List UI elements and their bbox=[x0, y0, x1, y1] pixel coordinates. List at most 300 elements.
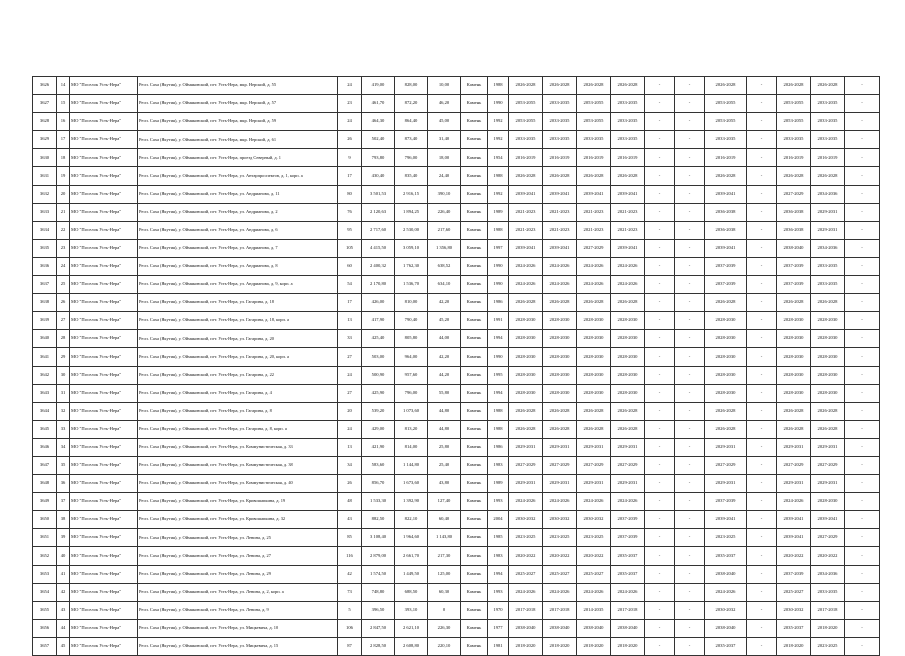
cell-build-year: 1989 bbox=[488, 203, 509, 221]
cell-repair-period-2: 2028-2030 bbox=[543, 330, 577, 348]
cell-repair-period-3: 2024-2026 bbox=[577, 583, 611, 601]
cell-repair-period-4: 2024-2026 bbox=[611, 493, 645, 511]
cell-organization: МО "Поселок Усть-Нера" bbox=[70, 438, 138, 456]
cell-living-area: 805,80 bbox=[395, 330, 428, 348]
cell-repair-period-8: - bbox=[747, 565, 777, 583]
cell-organization: МО "Поселок Усть-Нера" bbox=[70, 529, 138, 547]
cell-repair-period-8: - bbox=[747, 366, 777, 384]
cell-repair-period-6: - bbox=[675, 384, 705, 402]
cell-repair-period-3: 2023-2025 bbox=[577, 529, 611, 547]
cell-repair-period-7: 2037-2039 bbox=[705, 257, 747, 275]
cell-repair-period-8: - bbox=[747, 402, 777, 420]
cell-repair-period-3: 2026-2028 bbox=[577, 420, 611, 438]
cell-repair-period-7: 2016-2019 bbox=[705, 149, 747, 167]
cell-remark: - bbox=[845, 493, 880, 511]
cell-repair-period-3: 2028-2030 bbox=[577, 384, 611, 402]
cell-repair-period-10: 2016-2019 bbox=[811, 149, 845, 167]
cell-record-number: 3626 bbox=[33, 77, 57, 95]
cell-repair-period-4: 2039-2041 bbox=[611, 185, 645, 203]
cell-address: Респ. Саха (Якутия), у. Оймяконский, пгт. Усть-Нера, мкр. Нерский, д. 57 bbox=[138, 95, 338, 113]
cell-address: Респ. Саха (Якутия), у. Оймяконский, пгт. Усть-Нера, ул. Мицкевича, д. 15 bbox=[138, 637, 338, 655]
cell-living-area: 2 530,00 bbox=[395, 221, 428, 239]
cell-repair-period-3: 2014-2035 bbox=[577, 601, 611, 619]
cell-repair-period-10: 2033-2035 bbox=[811, 276, 845, 294]
cell-record-number: 3634 bbox=[33, 221, 57, 239]
cell-repair-period-1: 2026-2028 bbox=[509, 77, 543, 95]
cell-repair-period-2: 2024-2026 bbox=[543, 493, 577, 511]
cell-build-year: 1977 bbox=[488, 619, 509, 637]
cell-repair-period-2: 2033-2035 bbox=[543, 113, 577, 131]
cell-repair-period-5: - bbox=[645, 601, 675, 619]
cell-living-area: 1 762,30 bbox=[395, 257, 428, 275]
cell-remark: - bbox=[845, 348, 880, 366]
cell-remark: - bbox=[845, 257, 880, 275]
cell-repair-period-7: 2026-2028 bbox=[705, 402, 747, 420]
cell-total-area: 419,00 bbox=[362, 77, 395, 95]
cell-repair-period-6: - bbox=[675, 276, 705, 294]
cell-repair-period-6: - bbox=[675, 565, 705, 583]
cell-repair-period-4: 2033-2035 bbox=[611, 131, 645, 149]
cell-nonresidential-area: 25,80 bbox=[428, 438, 461, 456]
cell-repair-period-4: 2033-2035 bbox=[611, 95, 645, 113]
cell-repair-period-2: 2021-2023 bbox=[543, 221, 577, 239]
cell-repair-period-10: 2026-2028 bbox=[811, 167, 845, 185]
cell-record-number: 3635 bbox=[33, 239, 57, 257]
cell-repair-period-1: 2029-2031 bbox=[509, 438, 543, 456]
cell-repair-period-10: 2033-2035 bbox=[811, 131, 845, 149]
cell-total-area: 464,30 bbox=[362, 113, 395, 131]
cell-repair-period-7: 2026-2028 bbox=[705, 167, 747, 185]
cell-build-year: 1994 bbox=[488, 565, 509, 583]
cell-address: Респ. Саха (Якутия), у. Оймяконский, пгт. Усть-Нера, ул. Гагарина, д. 4 bbox=[138, 384, 338, 402]
cell-row-index: 14 bbox=[57, 77, 70, 95]
cell-repair-period-3: 2021-2023 bbox=[577, 221, 611, 239]
cell-repair-period-3: 2021-2023 bbox=[577, 203, 611, 221]
cell-repair-period-7: 2039-2041 bbox=[705, 239, 747, 257]
cell-repair-period-9: 2026-2028 bbox=[777, 167, 811, 185]
cell-nonresidential-area: 42,20 bbox=[428, 294, 461, 312]
cell-repair-period-3: 2027-2029 bbox=[577, 239, 611, 257]
cell-repair-period-4: 2026-2028 bbox=[611, 294, 645, 312]
cell-remark: - bbox=[845, 149, 880, 167]
cell-repair-period-2: 2039-2041 bbox=[543, 239, 577, 257]
cell-remark: - bbox=[845, 95, 880, 113]
cell-residents-count: 106 bbox=[338, 619, 362, 637]
cell-wall-material: Камень bbox=[461, 511, 488, 529]
cell-address: Респ. Саха (Якутия), у. Оймяконский, пгт. Усть-Нера, мкр. Нерский, д. 59 bbox=[138, 113, 338, 131]
cell-total-area: 1 574,50 bbox=[362, 565, 395, 583]
cell-repair-period-7: 2026-2028 bbox=[705, 77, 747, 95]
cell-organization: МО "Поселок Усть-Нера" bbox=[70, 420, 138, 438]
cell-repair-period-3: 2033-2035 bbox=[577, 131, 611, 149]
cell-address: Респ. Саха (Якутия), у. Оймяконский, пгт. Усть-Нера, ул. Коммунистическая, д. 38 bbox=[138, 456, 338, 474]
cell-record-number: 3638 bbox=[33, 294, 57, 312]
cell-repair-period-4: 2017-2018 bbox=[611, 601, 645, 619]
cell-repair-period-1: 2024-2026 bbox=[509, 493, 543, 511]
cell-repair-period-5: - bbox=[645, 547, 675, 565]
cell-repair-period-10: 2033-2035 bbox=[811, 583, 845, 601]
cell-organization: МО "Поселок Усть-Нера" bbox=[70, 77, 138, 95]
cell-repair-period-10: 2029-2031 bbox=[811, 203, 845, 221]
cell-remark: - bbox=[845, 583, 880, 601]
cell-repair-period-5: - bbox=[645, 167, 675, 185]
cell-repair-period-6: - bbox=[675, 312, 705, 330]
cell-residents-count: 95 bbox=[338, 221, 362, 239]
cell-repair-period-8: - bbox=[747, 276, 777, 294]
cell-repair-period-6: - bbox=[675, 239, 705, 257]
cell-total-area: 429,00 bbox=[362, 420, 395, 438]
cell-repair-period-5: - bbox=[645, 239, 675, 257]
cell-organization: МО "Поселок Усть-Нера" bbox=[70, 384, 138, 402]
cell-repair-period-9: 2039-2041 bbox=[777, 511, 811, 529]
cell-repair-period-9: 2018-2020 bbox=[777, 637, 811, 655]
cell-repair-period-5: - bbox=[645, 384, 675, 402]
cell-living-area: 2 621,10 bbox=[395, 619, 428, 637]
cell-repair-period-9: 2037-2039 bbox=[777, 565, 811, 583]
cell-total-area: 426,00 bbox=[362, 294, 395, 312]
cell-remark: - bbox=[845, 131, 880, 149]
cell-row-index: 42 bbox=[57, 583, 70, 601]
cell-repair-period-8: - bbox=[747, 185, 777, 203]
cell-repair-period-6: - bbox=[675, 438, 705, 456]
cell-wall-material: Камень bbox=[461, 366, 488, 384]
cell-repair-period-3: 2028-2030 bbox=[577, 348, 611, 366]
cell-residents-count: 26 bbox=[338, 131, 362, 149]
cell-wall-material: Камень bbox=[461, 221, 488, 239]
cell-record-number: 3636 bbox=[33, 257, 57, 275]
cell-total-area: 396,50 bbox=[362, 601, 395, 619]
cell-total-area: 583,60 bbox=[362, 456, 395, 474]
cell-organization: МО "Поселок Усть-Нера" bbox=[70, 203, 138, 221]
cell-organization: МО "Поселок Усть-Нера" bbox=[70, 257, 138, 275]
cell-repair-period-1: 2038-2040 bbox=[509, 619, 543, 637]
cell-repair-period-2: 2033-2035 bbox=[543, 131, 577, 149]
cell-nonresidential-area: 125,00 bbox=[428, 565, 461, 583]
cell-wall-material: Камень bbox=[461, 456, 488, 474]
cell-organization: МО "Поселок Усть-Нера" bbox=[70, 330, 138, 348]
cell-nonresidential-area: 25,40 bbox=[428, 456, 461, 474]
cell-organization: МО "Поселок Усть-Нера" bbox=[70, 221, 138, 239]
cell-build-year: 1989 bbox=[488, 475, 509, 493]
cell-residents-count: 76 bbox=[338, 203, 362, 221]
cell-nonresidential-area: 24,40 bbox=[428, 167, 461, 185]
cell-living-area: 1 073,60 bbox=[395, 402, 428, 420]
cell-repair-period-4: 2028-2030 bbox=[611, 330, 645, 348]
cell-repair-period-7: 2053-2055 bbox=[705, 95, 747, 113]
cell-repair-period-2: 2028-2030 bbox=[543, 384, 577, 402]
cell-residents-count: 43 bbox=[338, 511, 362, 529]
cell-row-index: 21 bbox=[57, 203, 70, 221]
cell-build-year: 1988 bbox=[488, 420, 509, 438]
cell-total-area: 2 879,00 bbox=[362, 547, 395, 565]
cell-total-area: 2 170,80 bbox=[362, 276, 395, 294]
cell-repair-period-9: 2026-2028 bbox=[777, 420, 811, 438]
cell-repair-period-8: - bbox=[747, 475, 777, 493]
cell-nonresidential-area: 226,40 bbox=[428, 203, 461, 221]
cell-repair-period-6: - bbox=[675, 113, 705, 131]
cell-repair-period-5: - bbox=[645, 529, 675, 547]
cell-total-area: 539,20 bbox=[362, 402, 395, 420]
table-row bbox=[33, 583, 880, 601]
cell-repair-period-4: 2029-2031 bbox=[611, 475, 645, 493]
cell-repair-period-8: - bbox=[747, 257, 777, 275]
cell-row-index: 28 bbox=[57, 330, 70, 348]
cell-repair-period-6: - bbox=[675, 529, 705, 547]
cell-total-area: 882,50 bbox=[362, 511, 395, 529]
cell-address: Респ. Саха (Якутия), у. Оймяконский, пгт. Усть-Нера, ул. Андрианова, д. 7 bbox=[138, 239, 338, 257]
cell-nonresidential-area: 1 143,80 bbox=[428, 529, 461, 547]
cell-repair-period-2: 2017-2018 bbox=[543, 601, 577, 619]
cell-wall-material: Камень bbox=[461, 95, 488, 113]
cell-wall-material: Камень bbox=[461, 167, 488, 185]
cell-nonresidential-area: 31,40 bbox=[428, 131, 461, 149]
cell-repair-period-1: 2029-2031 bbox=[509, 475, 543, 493]
cell-record-number: 3648 bbox=[33, 475, 57, 493]
cell-repair-period-7: 2029-2031 bbox=[705, 438, 747, 456]
cell-repair-period-2: 2029-2031 bbox=[543, 475, 577, 493]
cell-address: Респ. Саха (Якутия), у. Оймяконский, пгт. Усть-Нера, ул. Ленина, д. 25 bbox=[138, 529, 338, 547]
cell-repair-period-6: - bbox=[675, 257, 705, 275]
cell-repair-period-10: 2020-2022 bbox=[811, 547, 845, 565]
cell-record-number: 3637 bbox=[33, 276, 57, 294]
cell-repair-period-3: 2024-2026 bbox=[577, 276, 611, 294]
cell-residents-count: 26 bbox=[338, 475, 362, 493]
cell-record-number: 3649 bbox=[33, 493, 57, 511]
cell-repair-period-7: 2028-2030 bbox=[705, 366, 747, 384]
cell-repair-period-6: - bbox=[675, 637, 705, 655]
cell-repair-period-9: 2053-2055 bbox=[777, 113, 811, 131]
cell-wall-material: Камень bbox=[461, 420, 488, 438]
cell-repair-period-9: 2028-2030 bbox=[777, 366, 811, 384]
cell-build-year: 1986 bbox=[488, 438, 509, 456]
cell-build-year: 1995 bbox=[488, 366, 509, 384]
cell-residents-count: 24 bbox=[338, 77, 362, 95]
cell-living-area: 1 894,25 bbox=[395, 203, 428, 221]
cell-row-index: 40 bbox=[57, 547, 70, 565]
cell-repair-period-2: 2039-2041 bbox=[543, 185, 577, 203]
cell-repair-period-10: 2026-2028 bbox=[811, 294, 845, 312]
cell-total-area: 2 828,50 bbox=[362, 637, 395, 655]
cell-build-year: 1994 bbox=[488, 330, 509, 348]
cell-wall-material: Камень bbox=[461, 601, 488, 619]
cell-build-year: 1983 bbox=[488, 547, 509, 565]
cell-repair-period-2: 2028-2030 bbox=[543, 348, 577, 366]
cell-record-number: 3647 bbox=[33, 456, 57, 474]
cell-wall-material: Камень bbox=[461, 312, 488, 330]
cell-repair-period-10: 2028-2030 bbox=[811, 366, 845, 384]
cell-remark: - bbox=[845, 203, 880, 221]
cell-nonresidential-area: 42,20 bbox=[428, 348, 461, 366]
cell-record-number: 3645 bbox=[33, 420, 57, 438]
cell-remark: - bbox=[845, 276, 880, 294]
cell-repair-period-5: - bbox=[645, 402, 675, 420]
table-row bbox=[33, 312, 880, 330]
cell-row-index: 36 bbox=[57, 475, 70, 493]
cell-row-index: 19 bbox=[57, 167, 70, 185]
cell-repair-period-8: - bbox=[747, 312, 777, 330]
cell-organization: МО "Поселок Усть-Нера" bbox=[70, 149, 138, 167]
cell-repair-period-10: 2026-2028 bbox=[811, 402, 845, 420]
table-row bbox=[33, 565, 880, 583]
cell-repair-period-9: 2028-2030 bbox=[777, 312, 811, 330]
cell-residents-count: 33 bbox=[338, 330, 362, 348]
cell-residents-count: 13 bbox=[338, 438, 362, 456]
table-row bbox=[33, 276, 880, 294]
cell-repair-period-8: - bbox=[747, 529, 777, 547]
cell-residents-count: 73 bbox=[338, 583, 362, 601]
cell-repair-period-9: 2035-2037 bbox=[777, 619, 811, 637]
cell-repair-period-5: - bbox=[645, 149, 675, 167]
cell-repair-period-4: 2037-2039 bbox=[611, 529, 645, 547]
cell-living-area: 1 144,80 bbox=[395, 456, 428, 474]
cell-living-area: 1 964,60 bbox=[395, 529, 428, 547]
cell-address: Респ. Саха (Якутия), у. Оймяконский, пгт. Усть-Нера, проезд Северный, д. 1 bbox=[138, 149, 338, 167]
cell-repair-period-9: 2028-2030 bbox=[777, 384, 811, 402]
cell-repair-period-9: 2037-2039 bbox=[777, 257, 811, 275]
cell-organization: МО "Поселок Усть-Нера" bbox=[70, 131, 138, 149]
cell-remark: - bbox=[845, 366, 880, 384]
cell-repair-period-10: 2018-2020 bbox=[811, 619, 845, 637]
cell-repair-period-3: 2020-2022 bbox=[577, 547, 611, 565]
table-row bbox=[33, 402, 880, 420]
table-row bbox=[33, 239, 880, 257]
cell-nonresidential-area: 44,80 bbox=[428, 420, 461, 438]
cell-repair-period-3: 2053-2055 bbox=[577, 113, 611, 131]
cell-record-number: 3628 bbox=[33, 113, 57, 131]
cell-wall-material: Камень bbox=[461, 619, 488, 637]
table-row bbox=[33, 167, 880, 185]
cell-repair-period-5: - bbox=[645, 348, 675, 366]
cell-repair-period-2: 2033-2035 bbox=[543, 95, 577, 113]
cell-total-area: 503,00 bbox=[362, 348, 395, 366]
cell-repair-period-9: 2029-2031 bbox=[777, 438, 811, 456]
cell-repair-period-10: 2017-2018 bbox=[811, 601, 845, 619]
cell-repair-period-4: 2021-2023 bbox=[611, 203, 645, 221]
cell-repair-period-6: - bbox=[675, 511, 705, 529]
cell-repair-period-3: 2026-2028 bbox=[577, 402, 611, 420]
cell-living-area: 872,20 bbox=[395, 95, 428, 113]
cell-address: Респ. Саха (Якутия), у. Оймяконский, пгт. Усть-Нера, ул. Андрианова, д. 6 bbox=[138, 221, 338, 239]
cell-wall-material: Камень bbox=[461, 185, 488, 203]
cell-repair-period-7: 2035-2037 bbox=[705, 547, 747, 565]
cell-total-area: 461,70 bbox=[362, 95, 395, 113]
cell-living-area: 2 608,80 bbox=[395, 637, 428, 655]
cell-residents-count: 116 bbox=[338, 547, 362, 565]
cell-repair-period-8: - bbox=[747, 203, 777, 221]
cell-repair-period-3: 2026-2028 bbox=[577, 77, 611, 95]
cell-repair-period-5: - bbox=[645, 493, 675, 511]
table-row bbox=[33, 493, 880, 511]
cell-repair-period-10: 2028-2030 bbox=[811, 493, 845, 511]
cell-repair-period-1: 2023-2025 bbox=[509, 529, 543, 547]
table-row bbox=[33, 257, 880, 275]
cell-repair-period-8: - bbox=[747, 637, 777, 655]
cell-residents-count: 34 bbox=[338, 456, 362, 474]
cell-repair-period-9: 2028-2030 bbox=[777, 330, 811, 348]
cell-repair-period-1: 2024-2026 bbox=[509, 257, 543, 275]
cell-repair-period-4: 2026-2028 bbox=[611, 402, 645, 420]
cell-repair-period-2: 2016-2019 bbox=[543, 149, 577, 167]
cell-record-number: 3655 bbox=[33, 601, 57, 619]
cell-remark: - bbox=[845, 420, 880, 438]
cell-repair-period-8: - bbox=[747, 221, 777, 239]
housing-register-table bbox=[32, 76, 880, 656]
cell-repair-period-5: - bbox=[645, 456, 675, 474]
cell-repair-period-7: 2026-2028 bbox=[705, 294, 747, 312]
cell-repair-period-1: 2028-2030 bbox=[509, 330, 543, 348]
cell-organization: МО "Поселок Усть-Нера" bbox=[70, 493, 138, 511]
cell-row-index: 26 bbox=[57, 294, 70, 312]
cell-repair-period-4: 2028-2030 bbox=[611, 348, 645, 366]
cell-row-index: 15 bbox=[57, 95, 70, 113]
cell-total-area: 2 400,32 bbox=[362, 257, 395, 275]
cell-address: Респ. Саха (Якутия), у. Оймяконский, пгт. Усть-Нера, ул. Ленина, д. 9 bbox=[138, 601, 338, 619]
cell-repair-period-1: 2053-2055 bbox=[509, 95, 543, 113]
cell-repair-period-9: 2026-2028 bbox=[777, 294, 811, 312]
cell-row-index: 43 bbox=[57, 601, 70, 619]
cell-repair-period-7: 2036-2038 bbox=[705, 221, 747, 239]
cell-remark: - bbox=[845, 601, 880, 619]
cell-wall-material: Камень bbox=[461, 330, 488, 348]
cell-wall-material: Камень bbox=[461, 402, 488, 420]
cell-repair-period-3: 2028-2030 bbox=[577, 366, 611, 384]
cell-repair-period-7: 2028-2030 bbox=[705, 312, 747, 330]
cell-repair-period-9: 2036-2038 bbox=[777, 203, 811, 221]
cell-repair-period-3: 2038-2040 bbox=[577, 619, 611, 637]
cell-repair-period-9: 2038-2040 bbox=[777, 239, 811, 257]
cell-repair-period-2: 2024-2026 bbox=[543, 276, 577, 294]
cell-organization: МО "Поселок Усть-Нера" bbox=[70, 402, 138, 420]
cell-repair-period-10: 2023-2025 bbox=[811, 637, 845, 655]
cell-total-area: 500,90 bbox=[362, 366, 395, 384]
cell-repair-period-7: 2053-2055 bbox=[705, 113, 747, 131]
cell-repair-period-1: 2016-2019 bbox=[509, 149, 543, 167]
cell-residents-count: 60 bbox=[338, 257, 362, 275]
cell-repair-period-3: 2028-2030 bbox=[577, 330, 611, 348]
cell-repair-period-9: 2029-2031 bbox=[777, 475, 811, 493]
cell-organization: МО "Поселок Усть-Нера" bbox=[70, 637, 138, 655]
cell-organization: МО "Поселок Усть-Нера" bbox=[70, 312, 138, 330]
cell-nonresidential-area: 46,20 bbox=[428, 95, 461, 113]
cell-repair-period-9: 2036-2038 bbox=[777, 221, 811, 239]
cell-residents-count: 17 bbox=[338, 167, 362, 185]
cell-record-number: 3632 bbox=[33, 185, 57, 203]
table-row bbox=[33, 475, 880, 493]
cell-repair-period-9: 2027-2029 bbox=[777, 185, 811, 203]
cell-residents-count: 48 bbox=[338, 493, 362, 511]
cell-repair-period-4: 2024-2026 bbox=[611, 583, 645, 601]
cell-row-index: 20 bbox=[57, 185, 70, 203]
cell-repair-period-5: - bbox=[645, 276, 675, 294]
cell-repair-period-5: - bbox=[645, 511, 675, 529]
cell-repair-period-9: 2039-2041 bbox=[777, 529, 811, 547]
cell-repair-period-10: 2033-2035 bbox=[811, 113, 845, 131]
cell-total-area: 748,80 bbox=[362, 583, 395, 601]
cell-repair-period-6: - bbox=[675, 547, 705, 565]
cell-remark: - bbox=[845, 384, 880, 402]
cell-repair-period-7: 2039-2041 bbox=[705, 511, 747, 529]
cell-build-year: 1990 bbox=[488, 95, 509, 113]
cell-organization: МО "Поселок Усть-Нера" bbox=[70, 601, 138, 619]
table-row bbox=[33, 149, 880, 167]
table-row bbox=[33, 438, 880, 456]
cell-residents-count: 87 bbox=[338, 637, 362, 655]
cell-repair-period-6: - bbox=[675, 348, 705, 366]
cell-build-year: 1990 bbox=[488, 257, 509, 275]
cell-living-area: 835,40 bbox=[395, 167, 428, 185]
cell-row-index: 38 bbox=[57, 511, 70, 529]
cell-remark: - bbox=[845, 475, 880, 493]
